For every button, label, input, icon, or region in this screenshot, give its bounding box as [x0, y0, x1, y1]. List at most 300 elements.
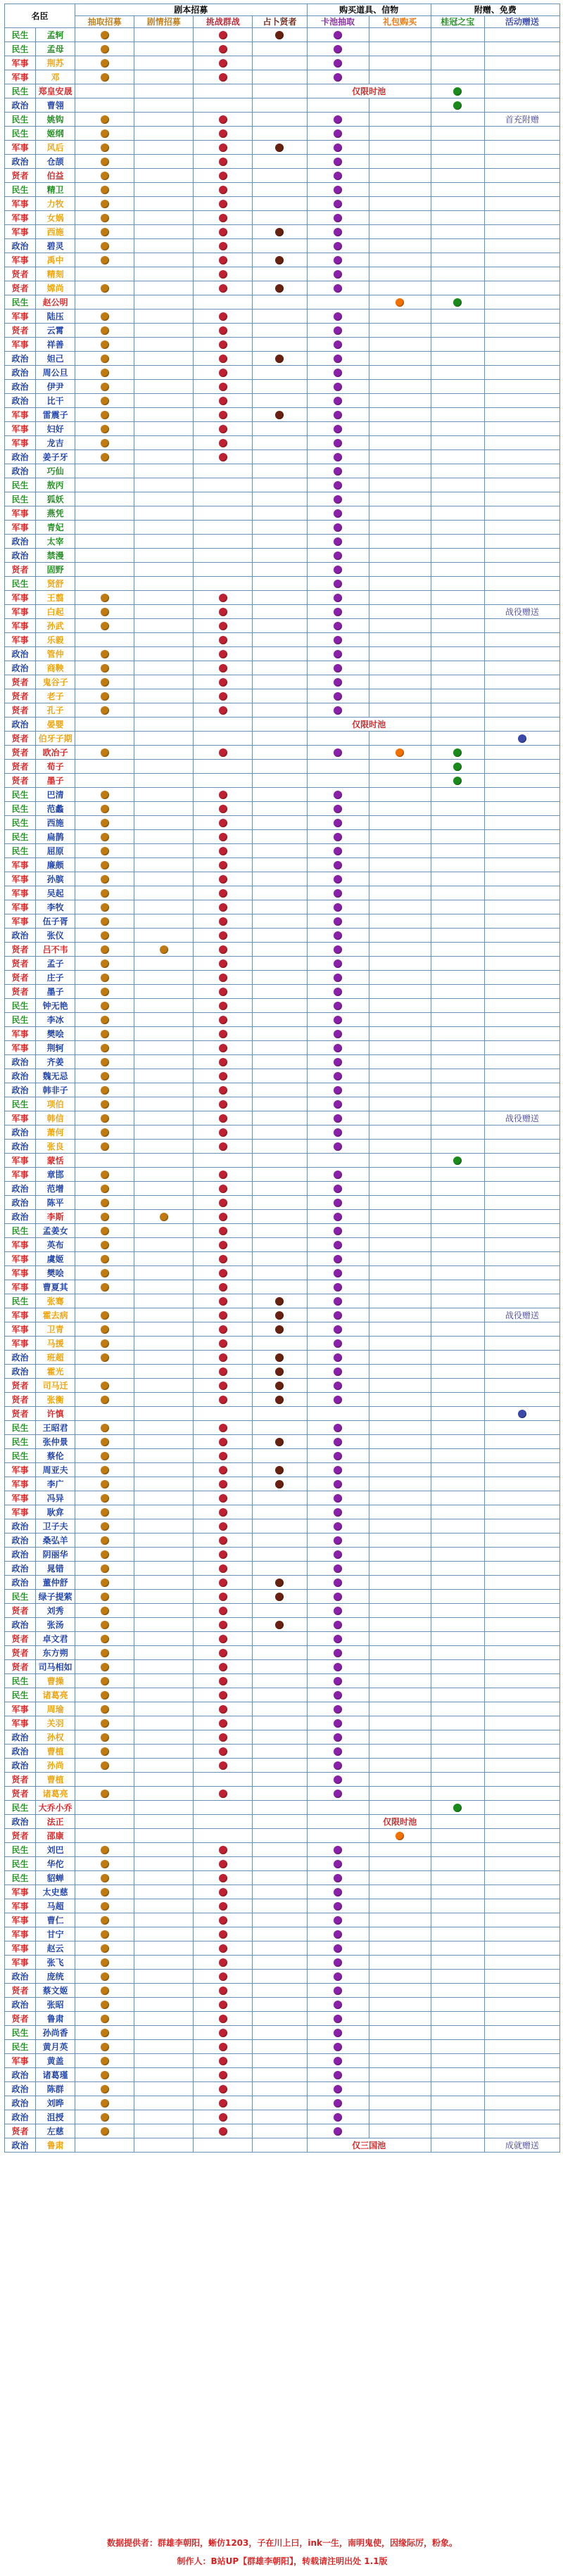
- source-cell: [134, 1562, 194, 1576]
- source-cell: [307, 985, 369, 999]
- source-cell: [369, 225, 431, 239]
- source-cell: [369, 802, 431, 816]
- category-cell: 军事: [5, 1716, 36, 1730]
- source-cell: [194, 169, 253, 183]
- category-cell: 贤者: [5, 675, 36, 689]
- source-cell: [75, 366, 134, 380]
- source-cell: [253, 1660, 307, 1674]
- source-cell: [75, 1730, 134, 1745]
- source-cell: [75, 1407, 134, 1421]
- source-cell: [307, 1182, 369, 1196]
- source-cell: [194, 577, 253, 591]
- availability-dot: [275, 284, 284, 293]
- hero-name-cell: 孔子: [36, 703, 75, 718]
- hero-name-cell: 王翦: [36, 591, 75, 605]
- source-cell: [134, 2110, 194, 2124]
- category-cell: 军事: [5, 197, 36, 211]
- availability-dot: [219, 945, 227, 954]
- source-cell: [369, 169, 431, 183]
- source-cell: [431, 225, 484, 239]
- source-cell: [134, 1787, 194, 1801]
- category-cell: 军事: [5, 310, 36, 324]
- source-cell: [369, 999, 431, 1013]
- availability-dot: [101, 650, 109, 658]
- hero-name-cell: 屈原: [36, 844, 75, 858]
- availability-dot: [396, 298, 404, 307]
- source-cell: [194, 1140, 253, 1154]
- source-cell: [75, 563, 134, 577]
- availability-dot: [334, 1705, 342, 1714]
- source-cell: [484, 1027, 559, 1041]
- availability-dot: [219, 200, 227, 208]
- source-cell: [484, 2124, 559, 2138]
- availability-dot: [219, 1972, 227, 1981]
- hero-name-cell: 精刻: [36, 267, 75, 281]
- availability-dot: [219, 1114, 227, 1123]
- table-row: [5, 408, 560, 422]
- source-cell: [194, 1702, 253, 1716]
- availability-dot: [219, 73, 227, 82]
- availability-dot: [334, 2071, 342, 2079]
- source-cell: [194, 1013, 253, 1027]
- category-cell: 贤者: [5, 746, 36, 760]
- source-cell: [75, 1773, 134, 1787]
- source-cell: [253, 1548, 307, 1562]
- availability-dot: [101, 1058, 109, 1066]
- source-cell: [194, 1562, 253, 1576]
- source-cell: [134, 957, 194, 971]
- table-row: [5, 1210, 560, 1224]
- source-cell: [307, 633, 369, 647]
- table-row: [5, 1787, 560, 1801]
- availability-dot: [275, 1367, 284, 1376]
- category-cell: 贤者: [5, 1773, 36, 1787]
- source-cell: [484, 1449, 559, 1463]
- source-cell: [431, 464, 484, 478]
- category-cell: 民生: [5, 2026, 36, 2040]
- source-cell: [134, 2026, 194, 2040]
- source-cell: [431, 1027, 484, 1041]
- hero-name-cell: 管仲: [36, 647, 75, 661]
- source-cell: [134, 1154, 194, 1168]
- source-cell: [194, 1984, 253, 1998]
- availability-dot: [334, 144, 342, 152]
- source-cell: [194, 1927, 253, 1941]
- source-cell: [431, 1322, 484, 1337]
- source-cell: [484, 1759, 559, 1773]
- source-cell: [134, 1604, 194, 1618]
- source-cell: [307, 1885, 369, 1899]
- source-cell: [369, 1688, 431, 1702]
- availability-dot: [219, 2113, 227, 2122]
- source-cell: [253, 2082, 307, 2096]
- availability-dot: [219, 144, 227, 152]
- availability-dot: [334, 1367, 342, 1376]
- availability-dot: [101, 1128, 109, 1137]
- source-cell: [253, 436, 307, 450]
- source-cell: [194, 2124, 253, 2138]
- availability-dot: [334, 1761, 342, 1770]
- source-cell: [484, 703, 559, 718]
- source-cell: [253, 802, 307, 816]
- source-cell: [431, 506, 484, 521]
- availability-dot: [275, 1438, 284, 1446]
- availability-dot: [334, 1086, 342, 1095]
- category-cell: 政治: [5, 2082, 36, 2096]
- source-cell: [484, 225, 559, 239]
- source-cell: [484, 816, 559, 830]
- source-cell: [484, 1238, 559, 1252]
- source-cell: [75, 1308, 134, 1322]
- source-cell: [431, 591, 484, 605]
- source-cell: [431, 1407, 484, 1421]
- source-cell: [484, 211, 559, 225]
- source-cell: [134, 1421, 194, 1435]
- source-cell: [75, 239, 134, 253]
- availability-dot: [453, 101, 462, 110]
- source-cell: [369, 2068, 431, 2082]
- source-cell: [194, 1252, 253, 1266]
- availability-dot: [101, 228, 109, 236]
- source-cell: [134, 1013, 194, 1027]
- source-cell: [369, 1801, 431, 1815]
- availability-dot: [101, 2015, 109, 2023]
- source-cell: [307, 1773, 369, 1787]
- source-cell: [431, 380, 484, 394]
- source-cell: [369, 1224, 431, 1238]
- source-cell: [253, 253, 307, 267]
- source-cell: [194, 703, 253, 718]
- source-cell: [484, 1519, 559, 1534]
- availability-dot: [219, 453, 227, 461]
- source-cell: [369, 1013, 431, 1027]
- source-cell: [134, 872, 194, 886]
- availability-dot: [334, 45, 342, 53]
- table-row: [5, 197, 560, 211]
- availability-dot: [275, 1382, 284, 1390]
- availability-dot: [334, 889, 342, 898]
- source-cell: [369, 2110, 431, 2124]
- availability-dot: [334, 1508, 342, 1517]
- source-cell: [194, 2096, 253, 2110]
- availability-dot: [101, 284, 109, 293]
- source-cell: [134, 1871, 194, 1885]
- availability-dot: [219, 1325, 227, 1334]
- availability-dot: [219, 1128, 227, 1137]
- source-cell: [75, 1829, 134, 1843]
- table-row: [5, 211, 560, 225]
- table-row: [5, 1815, 560, 1829]
- source-cell: [75, 1126, 134, 1140]
- table-row: [5, 1505, 560, 1519]
- source-cell: [253, 929, 307, 943]
- source-cell: [75, 267, 134, 281]
- source-cell: [75, 1322, 134, 1337]
- hero-name-cell: 周公旦: [36, 366, 75, 380]
- source-cell: [134, 886, 194, 900]
- source-cell: [369, 760, 431, 774]
- source-cell: [484, 2040, 559, 2054]
- table-row: [5, 155, 560, 169]
- source-cell: [75, 1463, 134, 1477]
- availability-dot: [334, 1213, 342, 1221]
- source-cell: [369, 436, 431, 450]
- category-cell: 贤者: [5, 324, 36, 338]
- source-cell: [194, 1097, 253, 1111]
- source-cell: [75, 830, 134, 844]
- availability-dot: [101, 45, 109, 53]
- availability-dot: [101, 1972, 109, 1981]
- source-cell: [307, 999, 369, 1013]
- availability-dot: [219, 1353, 227, 1362]
- source-cell: [307, 1534, 369, 1548]
- source-cell: [134, 253, 194, 267]
- source-cell: [484, 1562, 559, 1576]
- availability-dot: [101, 2029, 109, 2037]
- table-row: [5, 366, 560, 380]
- hero-name-cell: 章邯: [36, 1168, 75, 1182]
- source-cell: [369, 127, 431, 141]
- source-cell: [431, 1899, 484, 1913]
- source-cell: [484, 1126, 559, 1140]
- source-cell: [194, 141, 253, 155]
- availability-dot: [219, 439, 227, 447]
- source-cell: [307, 267, 369, 281]
- hero-name-cell: 陈平: [36, 1196, 75, 1210]
- source-cell: [75, 1998, 134, 2012]
- availability-dot: [334, 608, 342, 616]
- category-cell: 军事: [5, 605, 36, 619]
- availability-dot: [334, 1002, 342, 1010]
- category-cell: 贤者: [5, 971, 36, 985]
- source-cell: [369, 647, 431, 661]
- hero-name-cell: 耿弇: [36, 1505, 75, 1519]
- availability-dot: [101, 1846, 109, 1854]
- source-cell: [431, 605, 484, 619]
- availability-dot: [101, 2127, 109, 2136]
- source-cell: [484, 830, 559, 844]
- source-cell: [484, 1548, 559, 1562]
- source-cell: [307, 450, 369, 464]
- category-cell: 政治: [5, 1815, 36, 1829]
- source-cell: [194, 1505, 253, 1519]
- source-cell: [75, 2068, 134, 2082]
- source-cell: [194, 1913, 253, 1927]
- availability-dot: [101, 1114, 109, 1123]
- source-cell: [75, 1477, 134, 1491]
- source-cell: [253, 788, 307, 802]
- source-cell: [369, 295, 431, 310]
- source-cell: [134, 2124, 194, 2138]
- source-cell: [431, 450, 484, 464]
- hero-name-cell: 曹植: [36, 1773, 75, 1787]
- source-cell: [307, 591, 369, 605]
- source-cell: [194, 2068, 253, 2082]
- category-cell: 民生: [5, 999, 36, 1013]
- source-cell: [194, 1069, 253, 1083]
- source-cell: [369, 1646, 431, 1660]
- source-cell: [75, 605, 134, 619]
- hero-name-cell: 墨子: [36, 985, 75, 999]
- availability-dot: [275, 1621, 284, 1629]
- availability-dot: [334, 1227, 342, 1235]
- category-cell: 贤者: [5, 1660, 36, 1674]
- source-cell: [431, 84, 484, 98]
- category-cell: 贤者: [5, 563, 36, 577]
- source-cell: [75, 1646, 134, 1660]
- source-cell: [369, 577, 431, 591]
- hero-name-cell: 赵公明: [36, 295, 75, 310]
- category-cell: 政治: [5, 1548, 36, 1562]
- source-cell: [75, 436, 134, 450]
- availability-dot: [101, 144, 109, 152]
- source-cell: [484, 1829, 559, 1843]
- category-cell: 政治: [5, 98, 36, 113]
- source-cell: [134, 732, 194, 746]
- hero-name-cell: 陈群: [36, 2082, 75, 2096]
- hero-name-cell: 伍子胥: [36, 914, 75, 929]
- availability-dot: [334, 945, 342, 954]
- source-cell: [194, 1829, 253, 1843]
- availability-dot: [334, 566, 342, 574]
- source-cell: [253, 1534, 307, 1548]
- source-cell: [307, 1787, 369, 1801]
- source-cell: [253, 1449, 307, 1463]
- source-cell: [369, 183, 431, 197]
- source-cell: [307, 830, 369, 844]
- hero-name-cell: 诸葛瑾: [36, 2068, 75, 2082]
- availability-dot: [219, 636, 227, 644]
- category-cell: 民生: [5, 577, 36, 591]
- source-cell: [369, 1126, 431, 1140]
- source-cell: [194, 28, 253, 42]
- source-cell: [75, 760, 134, 774]
- source-cell: [253, 1885, 307, 1899]
- availability-dot: [334, 326, 342, 335]
- availability-dot: [219, 1016, 227, 1024]
- source-cell: [484, 1998, 559, 2012]
- availability-dot: [219, 1086, 227, 1095]
- source-cell: [194, 1421, 253, 1435]
- source-cell: [75, 718, 134, 732]
- hero-name-cell: 云霄: [36, 324, 75, 338]
- hero-name-cell: 商鞅: [36, 661, 75, 675]
- source-cell: 首充附赠: [484, 113, 559, 127]
- source-cell: [134, 1069, 194, 1083]
- source-cell: [431, 1632, 484, 1646]
- availability-dot: [219, 1846, 227, 1854]
- table-row: [5, 732, 560, 746]
- source-cell: [307, 1308, 369, 1322]
- availability-dot: [101, 1902, 109, 1911]
- source-cell: [431, 816, 484, 830]
- hero-name-cell: 关羽: [36, 1716, 75, 1730]
- availability-dot: [219, 1213, 227, 1221]
- availability-dot: [101, 31, 109, 39]
- table-row: [5, 1674, 560, 1688]
- source-cell: [253, 746, 307, 760]
- availability-dot: [101, 340, 109, 349]
- source-cell: [484, 886, 559, 900]
- table-row: [5, 2026, 560, 2040]
- availability-dot: [101, 748, 109, 757]
- source-cell: [194, 1716, 253, 1730]
- source-cell: [369, 689, 431, 703]
- table-row: [5, 1745, 560, 1759]
- source-cell: [431, 1140, 484, 1154]
- source-cell: [253, 352, 307, 366]
- source-cell: [194, 1435, 253, 1449]
- availability-dot: [334, 284, 342, 293]
- source-cell: [194, 1688, 253, 1702]
- source-cell: [194, 84, 253, 98]
- source-cell: [253, 2124, 307, 2138]
- hero-name-cell: 嫦尚: [36, 281, 75, 295]
- availability-dot: [453, 763, 462, 771]
- source-cell: [369, 830, 431, 844]
- source-cell: [253, 225, 307, 239]
- hero-name-cell: 狐妖: [36, 492, 75, 506]
- source-cell: [75, 1055, 134, 1069]
- source-cell: [75, 1365, 134, 1379]
- availability-dot: [334, 1494, 342, 1503]
- hero-name-cell: 李广: [36, 1477, 75, 1491]
- source-cell: [134, 605, 194, 619]
- availability-dot: [101, 1424, 109, 1432]
- availability-dot: [275, 411, 284, 419]
- category-cell: 军事: [5, 619, 36, 633]
- source-cell: [75, 535, 134, 549]
- source-cell: [307, 1154, 369, 1168]
- source-cell: [134, 1505, 194, 1519]
- hero-name-cell: 司马相如: [36, 1660, 75, 1674]
- source-cell: [253, 1801, 307, 1815]
- availability-dot: [334, 1030, 342, 1038]
- source-cell: [75, 324, 134, 338]
- source-cell: [194, 2026, 253, 2040]
- source-cell: [134, 281, 194, 295]
- source-cell: [484, 985, 559, 999]
- category-cell: 政治: [5, 535, 36, 549]
- table-row: [5, 295, 560, 310]
- source-cell: [369, 1252, 431, 1266]
- source-cell: [369, 56, 431, 70]
- source-cell: [134, 1308, 194, 1322]
- source-cell: [194, 619, 253, 633]
- availability-dot: [219, 1536, 227, 1545]
- source-cell: [369, 1604, 431, 1618]
- table-row: [5, 1379, 560, 1393]
- source-cell: [134, 1927, 194, 1941]
- availability-dot: [219, 1663, 227, 1671]
- availability-dot: [334, 1241, 342, 1249]
- source-cell: [253, 1688, 307, 1702]
- source-cell: [75, 1041, 134, 1055]
- category-cell: 民生: [5, 1435, 36, 1449]
- source-cell: [369, 1238, 431, 1252]
- availability-dot: [101, 1733, 109, 1742]
- table-row: [5, 70, 560, 84]
- table-row: [5, 2012, 560, 2026]
- source-cell: [134, 929, 194, 943]
- source-cell: [75, 338, 134, 352]
- availability-dot: [101, 1987, 109, 1995]
- source-cell: [253, 1984, 307, 1998]
- source-cell: [369, 1660, 431, 1674]
- source-cell: [431, 1702, 484, 1716]
- source-cell: [194, 563, 253, 577]
- source-cell: [484, 324, 559, 338]
